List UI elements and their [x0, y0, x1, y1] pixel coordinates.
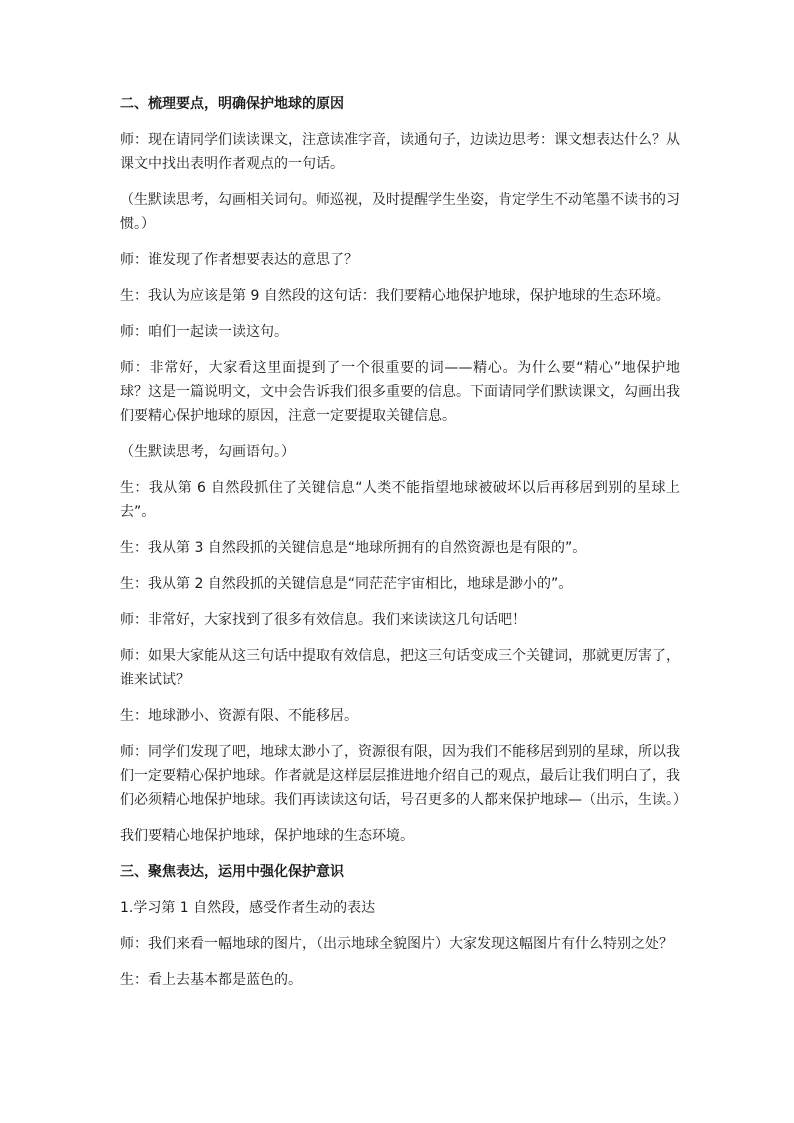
- subheading: 1.学习第 1 自然段，感受作者生动的表达: [120, 900, 376, 916]
- paragraph: （生默读思考，勾画相关词句。师巡视，及时提醒学生坐姿，肯定学生不动笔墨不读书的习惯。）: [120, 192, 680, 232]
- paragraph: 生：我从第 6 自然段抓住了关键信息“人类不能指望地球被破坏以后再移居到别的星球上去”。: [120, 480, 680, 520]
- paragraph: 生：我认为应该是第 9 自然段的这句话：我们要精心地保护地球，保护地球的生态环境。: [120, 288, 670, 304]
- paragraph: 师：非常好，大家看这里面提到了一个很重要的词——精心。为什么要“精心”地保护地球？这是一篇说明文，文中会告诉我们很多重要的信息。下面请同学们默读课文，勾画出我们要精心保护地球的原因，注意一定要提取关键信息。: [120, 360, 680, 424]
- paragraph: 师：同学们发现了吧，地球太渺小了，资源很有限，因为我们不能移居到别的星球，所以我们一定要精心保护地球。作者就是这样层层推进地介绍自己的观点，最后让我们明白了，我们必须精心地保护地球。我们再读读这句话，号召更多的人都来保护地球—（出示，生读。）: [120, 744, 687, 808]
- paragraph: 师：谁发现了作者想要表达的意思了？: [120, 252, 358, 268]
- paragraph: 师：非常好，大家找到了很多有效信息。我们来读读这几句话吧！: [120, 612, 526, 628]
- paragraph: 生：我从第 2 自然段抓的关键信息是“同茫茫宇宙相比，地球是渺小的”。: [120, 576, 573, 592]
- paragraph: 生：我从第 3 自然段抓的关键信息是“地球所拥有的自然资源也是有限的”。: [120, 540, 587, 556]
- paragraph: 生：地球渺小、资源有限、不能移居。: [120, 708, 358, 724]
- paragraph: 师：我们来看一幅地球的图片，（出示地球全貌图片）大家发现这幅图片有什么特别之处？: [120, 936, 673, 952]
- section-heading-3: 三、聚焦表达，运用中强化保护意识: [120, 864, 344, 880]
- section-heading-2: 二、梳理要点，明确保护地球的原因: [120, 96, 344, 112]
- paragraph: 师：如果大家能从这三句话中提取有效信息，把这三句话变成三个关键词，那就更厉害了，谁来试试？: [120, 648, 680, 688]
- paragraph: 我们要精心地保护地球，保护地球的生态环境。: [120, 828, 414, 844]
- paragraph: 师：咱们一起读一读这句。: [120, 324, 288, 340]
- paragraph: 师：现在请同学们读读课文，注意读准字音，读通句子，边读边思考：课文想表达什么？从课文中找出表明作者观点的一句话。: [120, 132, 680, 172]
- paragraph: 生：看上去基本都是蓝色的。: [120, 972, 302, 988]
- document-page: [120, 92, 687, 1004]
- paragraph: （生默读思考，勾画语句。）: [120, 444, 295, 460]
